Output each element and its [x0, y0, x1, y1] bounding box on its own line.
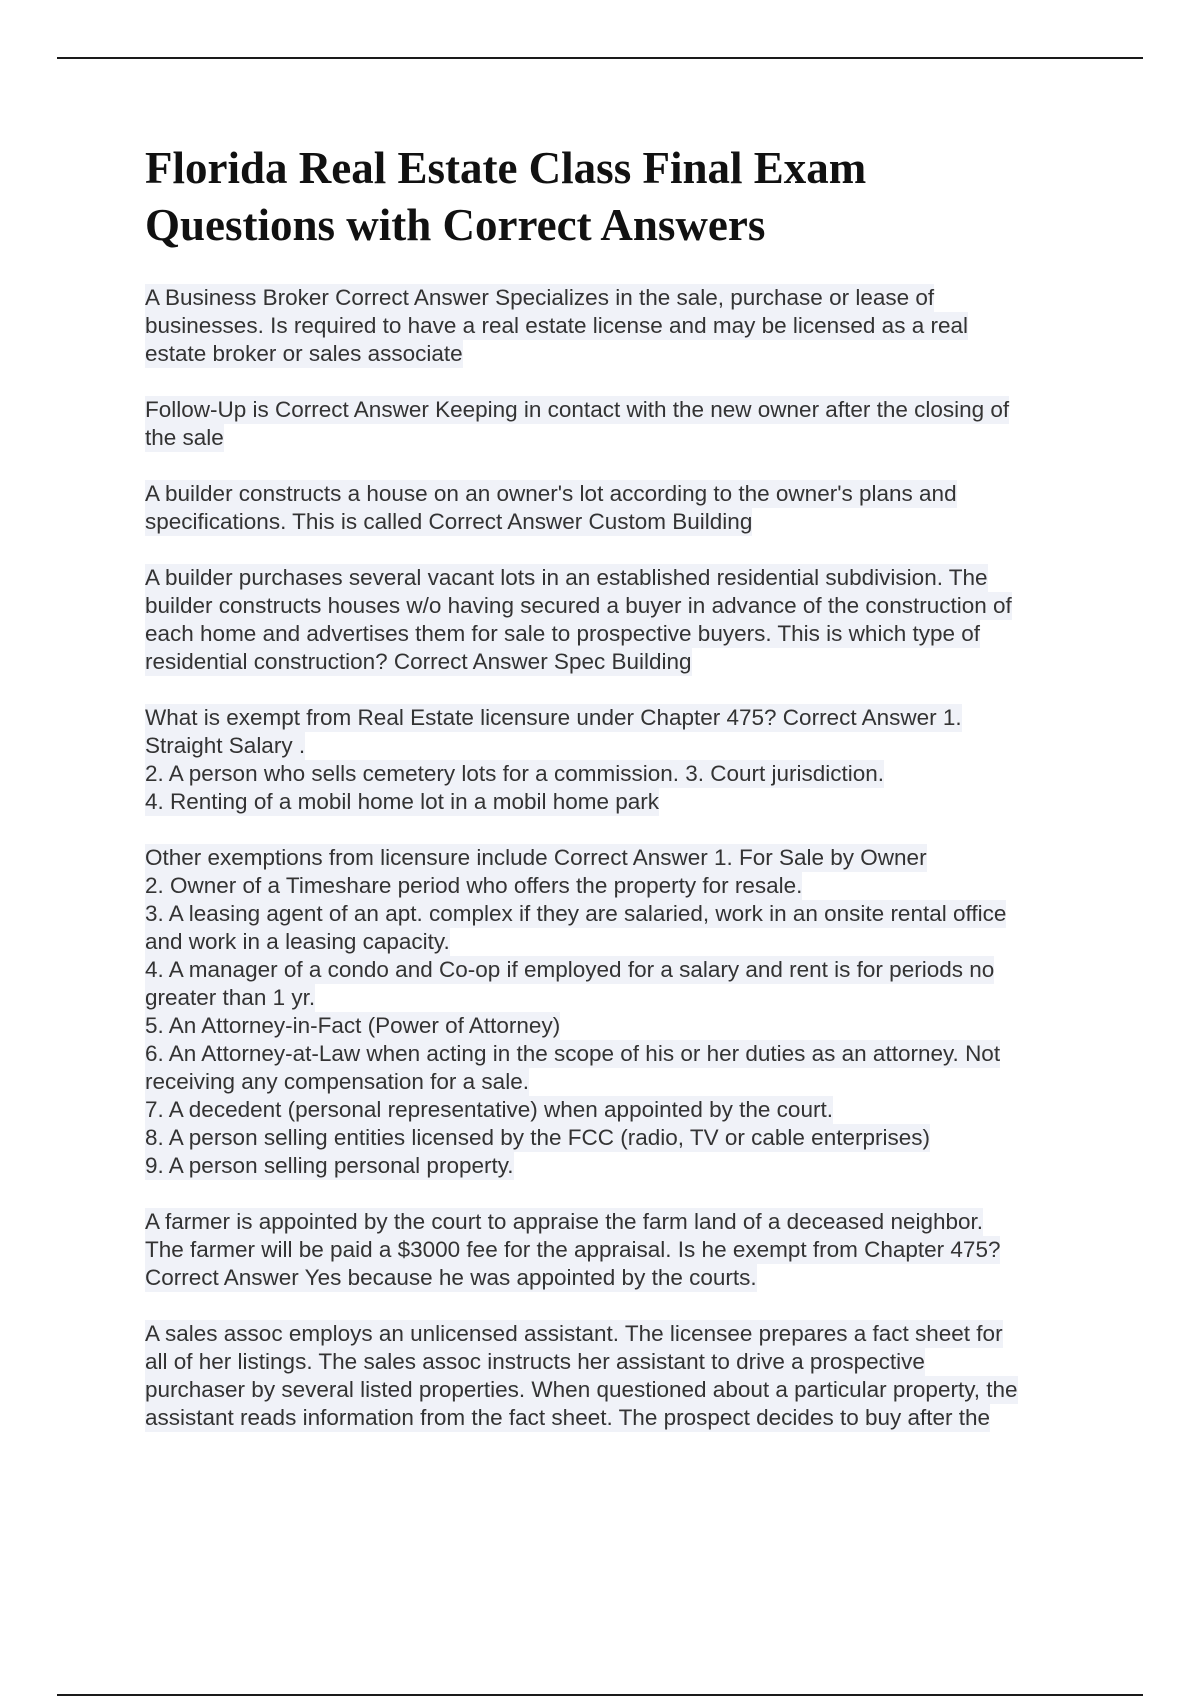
- qa-line: 6. An Attorney-at-Law when acting in the scope of his or her duties as an attorney. Not: [145, 1041, 1001, 1066]
- qa-line: Straight Salary .: [145, 733, 306, 758]
- qa-line: the sale: [145, 425, 224, 450]
- qa-item: [145, 844, 1095, 1180]
- qa-line: assistant reads information from the fact sheet. The prospect decides to buy after the: [145, 1405, 991, 1430]
- qa-line: 9. A person selling personal property.: [145, 1153, 514, 1178]
- qa-line: estate broker or sales associate: [145, 341, 463, 366]
- qa-line: Correct Answer Yes because he was appointed by the courts.: [145, 1265, 757, 1290]
- qa-line: 2. A person who sells cemetery lots for a commission. 3. Court jurisdiction.: [145, 761, 885, 786]
- qa-line: A builder constructs a house on an owner's lot according to the owner's plans and: [145, 481, 957, 506]
- qa-line: 4. Renting of a mobil home lot in a mobil home park: [145, 789, 660, 814]
- qa-line: 5. An Attorney-in-Fact (Power of Attorney): [145, 1013, 561, 1038]
- qa-line: greater than 1 yr.: [145, 985, 316, 1010]
- document-title: [145, 140, 1095, 254]
- qa-item: [145, 284, 1095, 368]
- qa-item: [145, 396, 1095, 452]
- qa-line: 8. A person selling entities licensed by the FCC (radio, TV or cable enterprises): [145, 1125, 930, 1150]
- qa-line: A builder purchases several vacant lots in an established residential subdivision. The: [145, 565, 988, 590]
- qa-line: 4. A manager of a condo and Co-op if employed for a salary and rent is for periods no: [145, 957, 995, 982]
- qa-item: [145, 1208, 1095, 1292]
- qa-item: [145, 1320, 1095, 1432]
- qa-line: Follow-Up is Correct Answer Keeping in contact with the new owner after the closing of: [145, 397, 1010, 422]
- qa-line: The farmer will be paid a $3000 fee for the appraisal. Is he exempt from Chapter 475?: [145, 1237, 1001, 1262]
- qa-line: Other exemptions from licensure include Correct Answer 1. For Sale by Owner: [145, 845, 927, 870]
- qa-line: What is exempt from Real Estate licensure under Chapter 475? Correct Answer 1.: [145, 705, 962, 730]
- document-body: [145, 140, 1095, 1460]
- qa-line: all of her listings. The sales assoc instructs her assistant to drive a prospective: [145, 1349, 925, 1374]
- qa-line: purchaser by several listed properties. When questioned about a particular property, the: [145, 1377, 1018, 1402]
- title-line-1: Florida Real Estate Class Final Exam: [145, 143, 867, 193]
- title-line-2: Questions with Correct Answers: [145, 200, 766, 250]
- qa-item: [145, 564, 1095, 676]
- qa-line: 2. Owner of a Timeshare period who offers the property for resale.: [145, 873, 803, 898]
- qa-list: [145, 284, 1095, 1432]
- qa-line: receiving any compensation for a sale.: [145, 1069, 529, 1094]
- qa-line: businesses. Is required to have a real estate license and may be licensed as a real: [145, 313, 968, 338]
- qa-line: each home and advertises them for sale to prospective buyers. This is which type of: [145, 621, 981, 646]
- qa-line: A sales assoc employs an unlicensed assistant. The licensee prepares a fact sheet for: [145, 1321, 1003, 1346]
- qa-line: A Business Broker Correct Answer Specializes in the sale, purchase or lease of: [145, 285, 935, 310]
- qa-line: and work in a leasing capacity.: [145, 929, 450, 954]
- qa-line: builder constructs houses w/o having secured a buyer in advance of the construction of: [145, 593, 1012, 618]
- qa-item: [145, 704, 1095, 816]
- qa-line: residential construction? Correct Answer Spec Building: [145, 649, 692, 674]
- qa-item: [145, 480, 1095, 536]
- qa-line: A farmer is appointed by the court to appraise the farm land of a deceased neighbor.: [145, 1209, 984, 1234]
- qa-line: 3. A leasing agent of an apt. complex if they are salaried, work in an onsite rental office: [145, 901, 1007, 926]
- bottom-rule: [57, 1694, 1143, 1696]
- top-rule: [57, 57, 1143, 59]
- qa-line: 7. A decedent (personal representative) when appointed by the court.: [145, 1097, 833, 1122]
- qa-line: specifications. This is called Correct Answer Custom Building: [145, 509, 753, 534]
